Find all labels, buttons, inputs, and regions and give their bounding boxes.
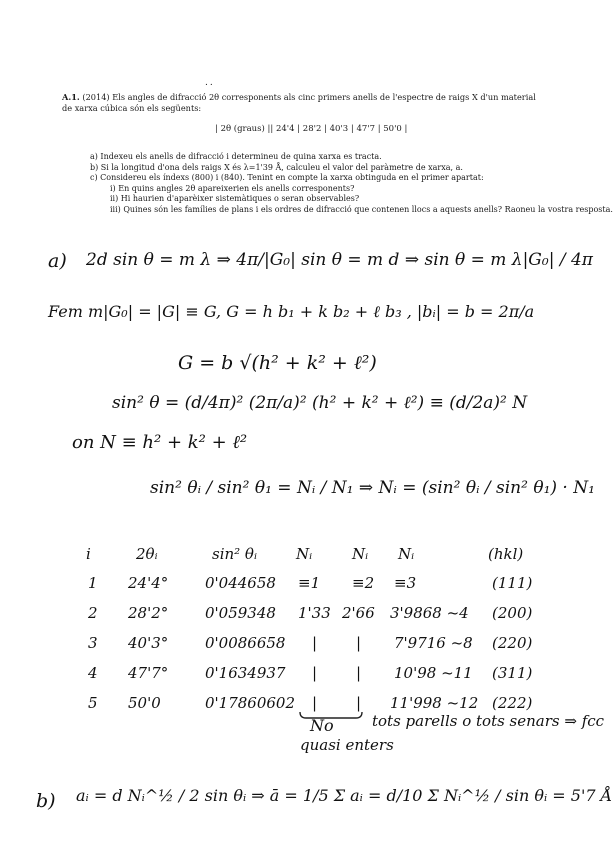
cell-angle: 47'7° <box>128 664 169 682</box>
header-2theta: 2θᵢ <box>136 545 158 563</box>
cell-angle: 50'0 <box>128 694 161 712</box>
cell-hkl: (111) <box>492 574 533 592</box>
bragg-equation: 2d sin θ = m λ ⇒ 4π/|G₀| sin θ = m d ⇒ sin θ = m λ|G₀| / 4π <box>86 250 593 270</box>
cell-i: 3 <box>88 634 98 652</box>
header-sin2: sin² θᵢ <box>212 545 257 563</box>
quasi-enters-label: quasi enters <box>300 736 394 754</box>
cell-n2: ≡2 <box>352 574 375 592</box>
cell-n2: | <box>356 634 362 652</box>
cell-n3: 7'9716 ~8 <box>394 634 473 652</box>
cell-sin2: 0'059348 <box>205 604 276 622</box>
reciprocal-vector-equation: Fem m|G₀| = |G| ≡ G, G = h b₁ + k b₂ + ℓ b₃ , |bᵢ| = b = 2π/a <box>48 302 535 321</box>
cell-n2: | <box>356 664 362 682</box>
item-c-iii: iii) Quines són les famílies de plans i els ordres de difracció que contenen llocs a aquests anells? Raoneu la vostra resposta. <box>110 204 613 214</box>
cell-hkl: (222) <box>492 694 533 712</box>
top-mark: .. <box>205 78 215 88</box>
cell-n3: 11'998 ~12 <box>390 694 479 712</box>
part-b-label: b) <box>36 790 56 812</box>
cell-hkl: (200) <box>492 604 533 622</box>
fcc-conclusion: tots parells o tots senars ⇒ fcc <box>372 712 605 730</box>
item-c-ii: ii) Hi haurien d'aparèixer sistemàtiques o seran observables? <box>110 194 360 204</box>
cell-n2: | <box>356 694 362 712</box>
sin-squared-equation: sin² θ = (d/4π)² (2π/a)² (h² + k² + ℓ²) ≡ (d/2a)² N <box>112 393 528 413</box>
cell-i: 2 <box>88 604 98 622</box>
g-magnitude-equation: G = b √(h² + k² + ℓ²) <box>178 352 377 374</box>
item-b: b) Si la longitud d'ona dels raigs X és λ=1'39 Å, calculeu el valor del paràmetre de xarxa, a. <box>90 162 463 172</box>
cell-n1: | <box>312 634 318 652</box>
cell-i: 1 <box>88 574 98 592</box>
header-hkl: (hkl) <box>488 545 524 563</box>
n-definition: on N ≡ h² + k² + ℓ² <box>72 432 248 453</box>
problem-text: Els angles de difracció 2θ corresponents als cinc primers anells de l'espectre de raigs X d'un material de xarxa cúbica són els següents: <box>62 92 536 113</box>
cell-n2: 2'66 <box>342 604 375 622</box>
cell-sin2: 0'1634937 <box>205 664 286 682</box>
cell-angle: 24'4° <box>128 574 169 592</box>
cell-n1: ≡1 <box>298 574 321 592</box>
header-n1: Nᵢ <box>296 545 313 563</box>
cell-n1: | <box>312 664 318 682</box>
cell-angle: 40'3° <box>128 634 169 652</box>
cell-angle: 28'2° <box>128 604 169 622</box>
cell-n1: | <box>312 694 318 712</box>
cell-hkl: (220) <box>492 634 533 652</box>
problem-label: A.1. <box>62 92 80 102</box>
part-a-label: a) <box>48 250 67 272</box>
cell-n3: ≡3 <box>394 574 417 592</box>
cell-n1: 1'33 <box>298 604 331 622</box>
header-i: i <box>86 545 91 563</box>
cell-n3: 3'9868 ~4 <box>390 604 469 622</box>
item-c-i: i) En quins angles 2θ apareixerien els anells corresponents? <box>110 183 355 193</box>
cell-i: 4 <box>88 664 98 682</box>
angle-table: | 2θ (graus) || 24'4 | 28'2 | 40'3 | 47'7 | 50'0 | <box>215 124 408 134</box>
cell-sin2: 0'044658 <box>205 574 276 592</box>
cell-hkl: (311) <box>492 664 533 682</box>
cell-sin2: 0'0086658 <box>205 634 286 652</box>
item-a: a) Indexeu els anells de difracció i determineu de quina xarxa es tracta. <box>90 152 382 161</box>
no-label: No <box>310 716 334 735</box>
cell-n3: 10'98 ~11 <box>394 664 473 682</box>
cell-sin2: 0'17860602 <box>205 694 296 712</box>
header-n3: Nᵢ <box>398 545 415 563</box>
lattice-parameter-equation: aᵢ = d Nᵢ^½ / 2 sin θᵢ ⇒ ā = 1/5 Σ aᵢ = d/10 Σ Nᵢ^½ / sin θᵢ = 5'7 Å <box>76 786 613 805</box>
cell-i: 5 <box>88 694 98 712</box>
ratio-equation: sin² θᵢ / sin² θ₁ = Nᵢ / N₁ ⇒ Nᵢ = (sin² θᵢ / sin² θ₁) · N₁ <box>150 478 595 498</box>
problem-year: (2014) <box>82 92 110 102</box>
header-n2: Nᵢ <box>352 545 369 563</box>
item-c: c) Considereu els índexs (800) i (840). Tenint en compte la xarxa obtinguda en el primer apartat: <box>90 173 484 183</box>
